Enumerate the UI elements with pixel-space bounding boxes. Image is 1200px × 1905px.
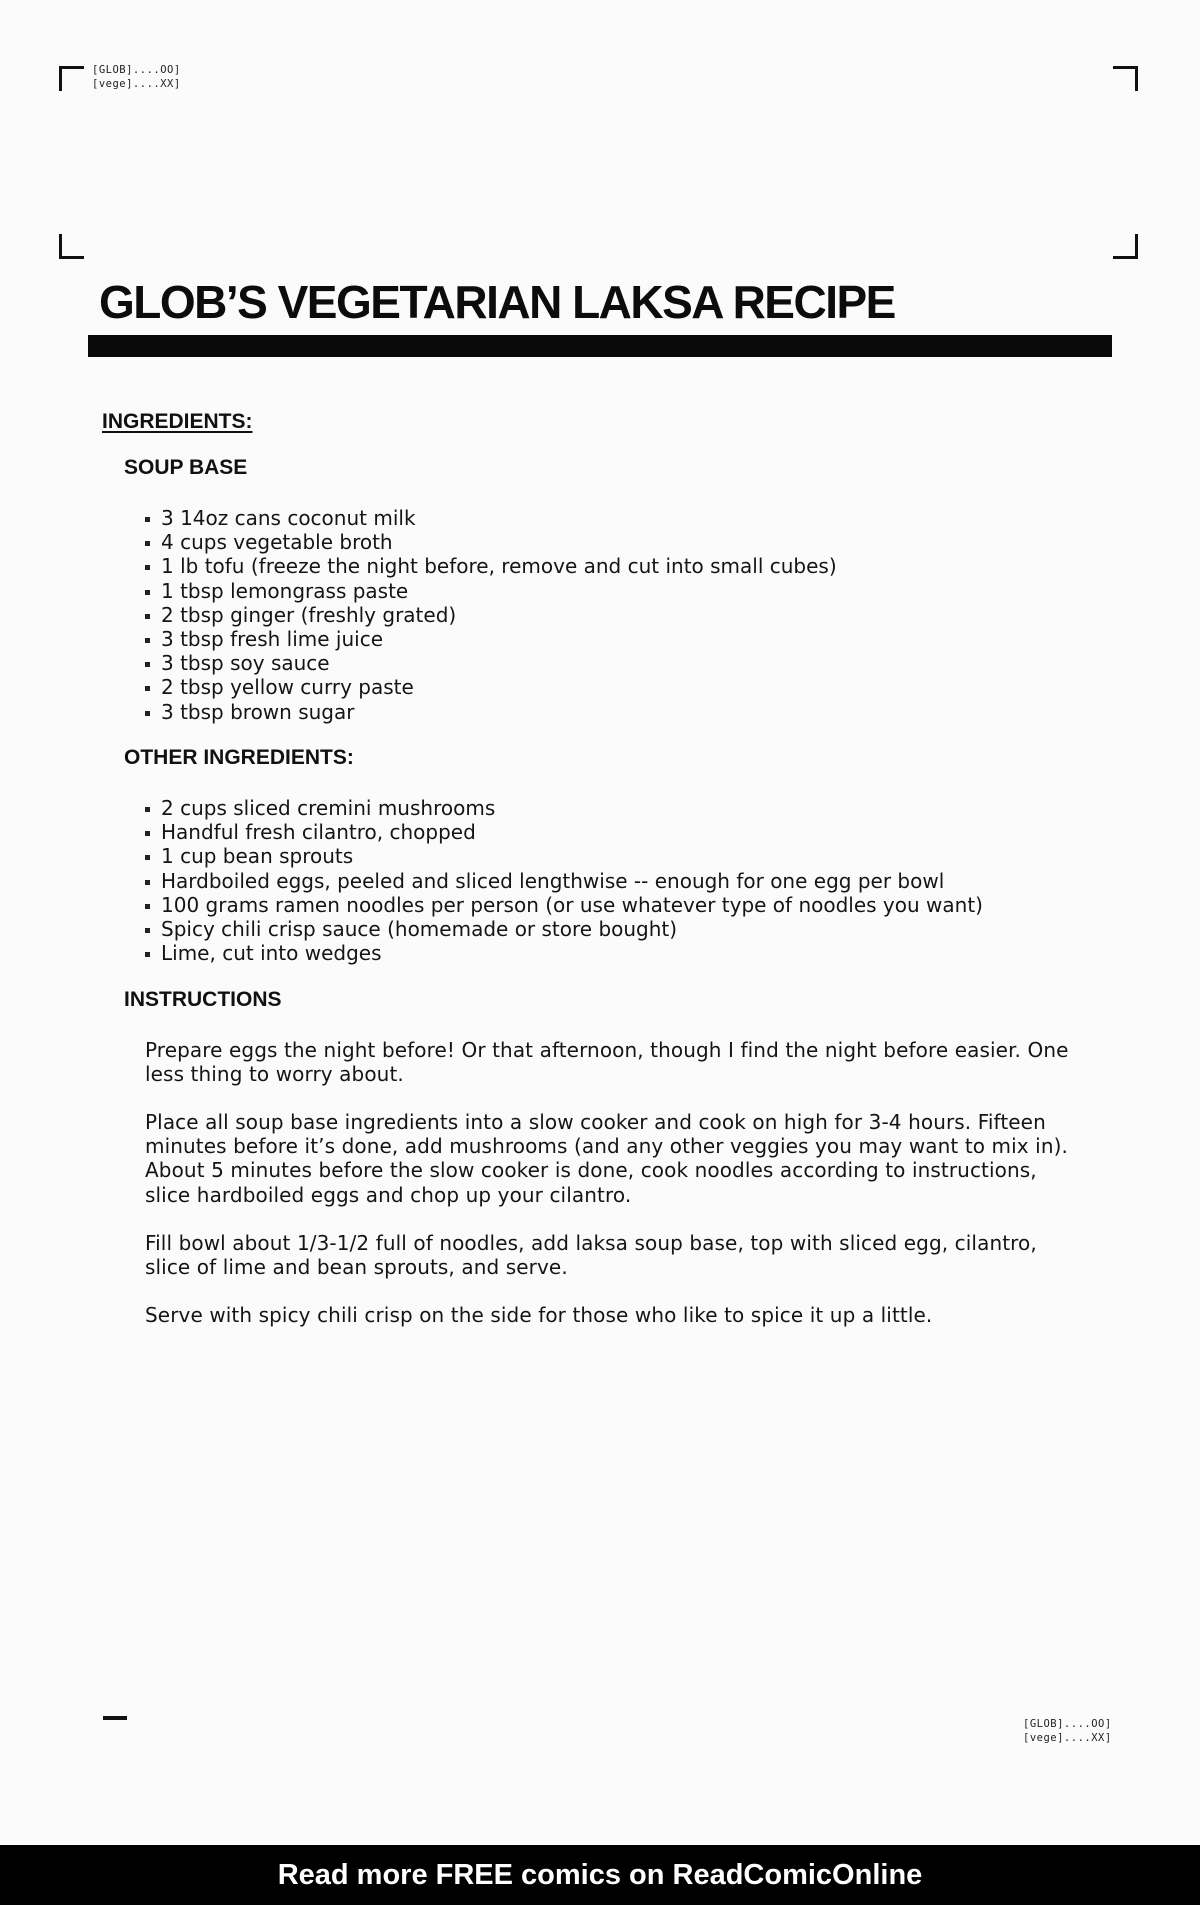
bullet-icon [145, 541, 150, 546]
bullet-icon [145, 517, 150, 522]
bullet-icon [145, 880, 150, 885]
bullet-icon [145, 807, 150, 812]
code-tag-line: [vege]....XX] [1023, 1732, 1112, 1744]
corner-bracket-top-left [59, 66, 84, 91]
instructions-heading: INSTRUCTIONS [124, 988, 282, 1011]
list-item: 3 tbsp soy sauce [145, 651, 837, 675]
bullet-icon [145, 904, 150, 909]
list-item: 1 lb tofu (freeze the night before, remove and cut into small cubes) [145, 554, 837, 578]
page-dash-mark [103, 1716, 127, 1720]
code-tag-line: [GLOB]....OO] [92, 64, 181, 76]
code-tag-line: [vege]....XX] [92, 78, 181, 90]
instruction-paragraph: Serve with spicy chili crisp on the side for those who like to spice it up a little. [145, 1303, 933, 1327]
list-item: 3 14oz cans coconut milk [145, 506, 837, 530]
page-title: GLOB’S VEGETARIAN LAKSA RECIPE [99, 276, 895, 328]
other-ingredients-list [145, 796, 983, 965]
bullet-icon [145, 831, 150, 836]
list-item: 2 tbsp ginger (freshly grated) [145, 603, 837, 627]
footer-code-tag [1023, 1717, 1112, 1745]
list-item: Hardboiled eggs, peeled and sliced lengthwise -- enough for one egg per bowl [145, 869, 983, 893]
bullet-icon [145, 952, 150, 957]
soup-base-heading: SOUP BASE [124, 456, 248, 479]
list-item: 1 tbsp lemongrass paste [145, 579, 837, 603]
list-item: 100 grams ramen noodles per person (or use whatever type of noodles you want) [145, 893, 983, 917]
bullet-icon [145, 686, 150, 691]
footer-banner-link[interactable]: Read more FREE comics on ReadComicOnline [277, 1858, 923, 1891]
bullet-icon [145, 614, 150, 619]
list-item: 1 cup bean sprouts [145, 844, 983, 868]
list-item: 3 tbsp fresh lime juice [145, 627, 837, 651]
corner-bracket-bottom-right [1113, 234, 1138, 259]
list-item: 3 tbsp brown sugar [145, 700, 837, 724]
corner-bracket-bottom-left [59, 234, 84, 259]
header-code-tag [92, 63, 181, 91]
bullet-icon [145, 855, 150, 860]
instruction-paragraph: Fill bowl about 1/3-1/2 full of noodles, add laksa soup base, top with sliced egg, cilantro, slice of lime and bean sprouts, and serve. [145, 1231, 1037, 1280]
list-item: 2 tbsp yellow curry paste [145, 675, 837, 699]
instruction-paragraph: Prepare eggs the night before! Or that afternoon, though I find the night before easier. One less thing to worry about. [145, 1038, 1069, 1087]
title-underline-bar [88, 335, 1112, 357]
list-item: Spicy chili crisp sauce (homemade or store bought) [145, 917, 983, 941]
bullet-icon [145, 638, 150, 643]
bullet-icon [145, 711, 150, 716]
list-item: Lime, cut into wedges [145, 941, 983, 965]
instruction-paragraph: Place all soup base ingredients into a slow cooker and cook on high for 3-4 hours. Fifteen minutes before it’s done, add mushrooms (and any other veggies you may want to mix in). About 5 minutes before the slow cooker is done, cook noodles according to instructions, slice hardboiled eggs and chop up your cilantro. [145, 1110, 1068, 1207]
list-item: 2 cups sliced cremini mushrooms [145, 796, 983, 820]
bullet-icon [145, 590, 150, 595]
list-item: Handful fresh cilantro, chopped [145, 820, 983, 844]
footer-banner[interactable] [0, 1845, 1200, 1905]
code-tag-line: [GLOB]....OO] [1023, 1718, 1112, 1730]
ingredients-heading: INGREDIENTS: [102, 410, 253, 433]
bullet-icon [145, 565, 150, 570]
corner-bracket-top-right [1113, 66, 1138, 91]
bullet-icon [145, 928, 150, 933]
other-ingredients-heading: OTHER INGREDIENTS: [124, 746, 354, 769]
list-item: 4 cups vegetable broth [145, 530, 837, 554]
soup-base-list [145, 506, 837, 724]
bullet-icon [145, 662, 150, 667]
